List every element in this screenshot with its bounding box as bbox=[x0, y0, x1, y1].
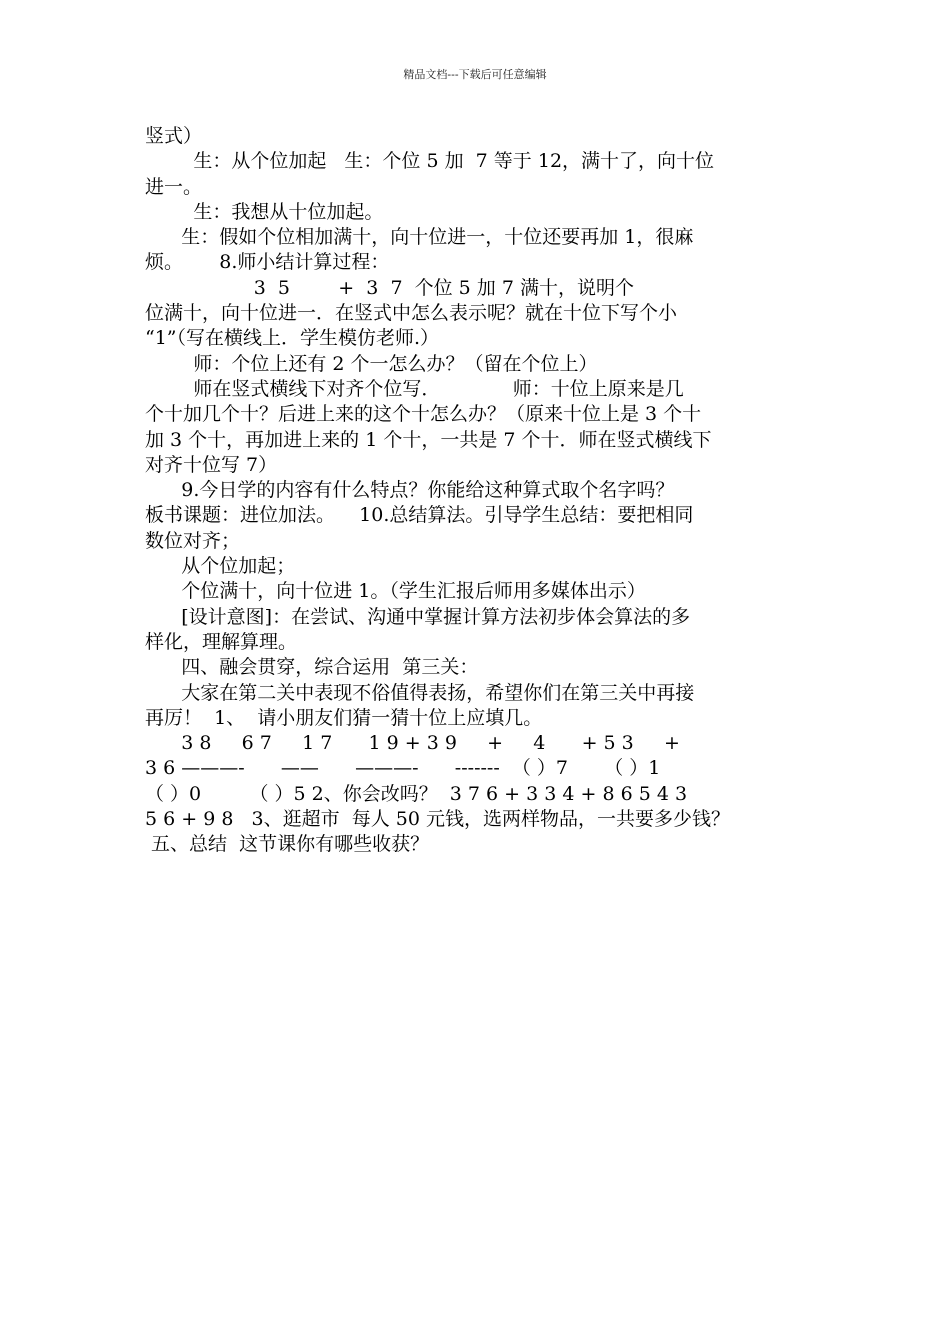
text-line: 对齐十位写 7） bbox=[145, 453, 278, 476]
document-body bbox=[145, 124, 825, 858]
text-line: 进一。 bbox=[145, 175, 203, 198]
text-line: 5 6 + 9 8 3、逛超市 每人 50 元钱，选两样物品，一共要多少钱？ bbox=[145, 808, 730, 831]
text-line: 位满十，向十位进一．在竖式中怎么表示呢？就在十位下写个小 bbox=[145, 302, 678, 325]
text-line: （ ）0 （ ）5 2、你会改吗？ 3 7 6 + 3 3 4 + 8 6 5 4 3 bbox=[145, 782, 688, 805]
text-line: 板书课题：进位加法。 10.总结算法。引导学生总结：要把相同 bbox=[145, 504, 694, 527]
text-line: 竖式） bbox=[145, 125, 203, 147]
text-line: [设计意图]：在尝试、沟通中掌握计算方法初步体会算法的多 bbox=[145, 605, 691, 628]
text-line: 四、融会贯穿，综合运用 第三关： bbox=[145, 656, 479, 679]
text-line: 加 3 个十，再加进上来的 1 个十，一共是 7 个十．师在竖式横线下 bbox=[145, 428, 712, 451]
text-line: 9.今日学的内容有什么特点？你能给这种算式取个名字吗？ bbox=[145, 479, 675, 502]
text-line: 3 6 ———- —— ———- ------- （ ）7 （ ）1 bbox=[145, 757, 661, 780]
text-line: 生：假如个位相加满十，向十位进一，十位还要再加 1，很麻 bbox=[145, 226, 694, 249]
page-header: 精品文档---下载后可任意编辑 bbox=[403, 68, 547, 81]
text-line: 个位满十，向十位进 1。（学生汇报后师用多媒体出示） bbox=[145, 580, 646, 603]
text-line: 大家在第二关中表现不俗值得表扬，希望你们在第三关中再接 bbox=[145, 681, 695, 704]
text-line: 3 8 6 7 1 7 1 9 + 3 9 + 4 + 5 3 + bbox=[145, 732, 680, 755]
text-line: “1”（写在横线上．学生模仿老师.） bbox=[145, 327, 440, 350]
text-line: 3 5 + 3 7 个位 5 加 7 满十，说明个 bbox=[145, 276, 634, 299]
text-line: 烦。 8.师小结计算过程： bbox=[145, 251, 390, 274]
text-line: 从个位加起； bbox=[145, 555, 296, 578]
text-line: 个十加几个十？后进上来的这个十怎么办？（原来十位上是 3 个十 bbox=[145, 403, 702, 426]
text-line: 数位对齐； bbox=[145, 529, 241, 552]
text-line: 生：从个位加起 生：个位 5 加 7 等于 12，满十了，向十位 bbox=[145, 150, 715, 173]
text-line: 样化，理解算理。 bbox=[145, 630, 298, 653]
text-line: 五、总结 这节课你有哪些收获？ bbox=[145, 833, 430, 856]
text-line: 师：个位上还有 2 个一怎么办？（留在个位上） bbox=[145, 352, 598, 375]
text-line: 生：我想从十位加起。 bbox=[145, 200, 384, 223]
text-line: 再厉！ 1、 请小朋友们猜一猜十位上应填几。 bbox=[145, 706, 543, 729]
text-line: 师在竖式横线下对齐个位写． 师：十位上原来是几 bbox=[145, 377, 684, 400]
